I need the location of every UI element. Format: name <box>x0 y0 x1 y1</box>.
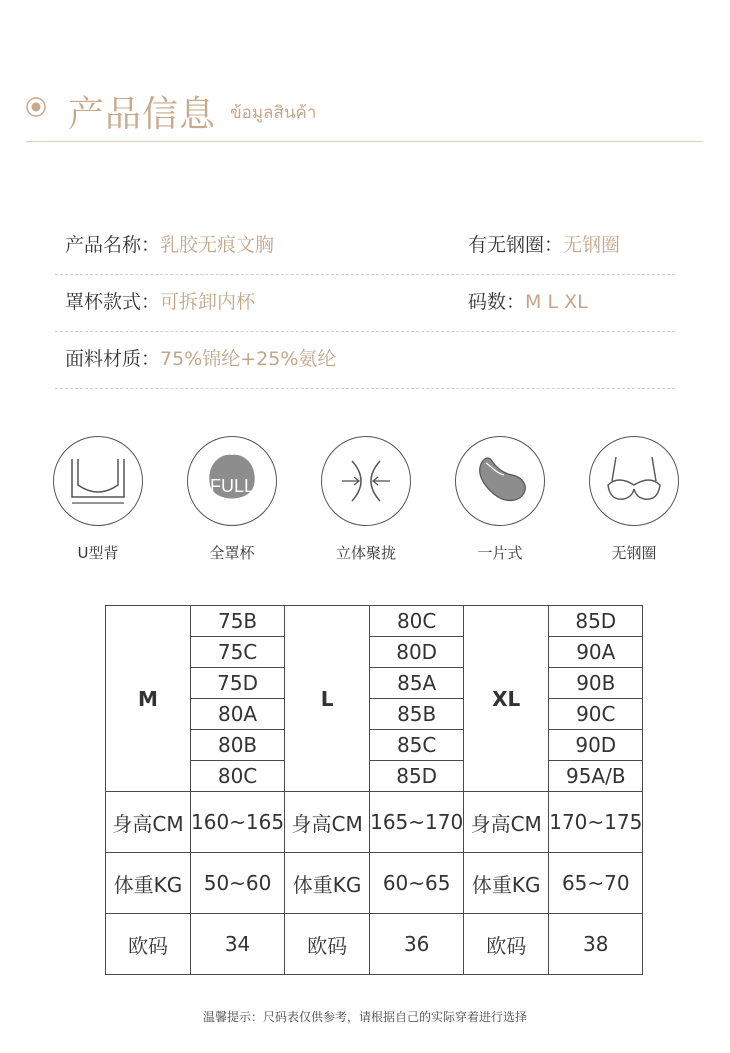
cup-size: 85C <box>370 730 464 761</box>
footer-note: 温馨提示：尺码表仅供参考，请根据自己的实际穿着进行选择 <box>202 1010 527 1024</box>
cup-size: 75B <box>191 606 285 637</box>
one-piece-cup-icon <box>455 436 545 526</box>
info-row <box>55 218 675 275</box>
push-up-icon <box>321 436 411 526</box>
height-value: 160~165 <box>191 792 285 853</box>
eu-size-row <box>106 914 643 975</box>
cup-size: 90B <box>549 668 643 699</box>
cup-size: 90A <box>549 637 643 668</box>
cup-size: 80A <box>191 699 285 730</box>
page-title: 产品信息 <box>68 94 217 135</box>
weight-label: 体重KG <box>106 853 191 914</box>
target-icon <box>26 97 46 117</box>
size-xl: XL <box>464 606 549 792</box>
size-l: L <box>285 606 370 792</box>
cup-size: 80B <box>191 730 285 761</box>
field-key: 产品名称： <box>65 234 161 256</box>
field-value: 乳胶无痕文胸 <box>160 234 275 256</box>
field-value: M L XL <box>525 291 588 313</box>
eu-value: 36 <box>370 914 464 975</box>
size-table <box>105 605 643 975</box>
feature-label: 一片式 <box>477 544 523 562</box>
cup-size: 85B <box>370 699 464 730</box>
height-label: 身高CM <box>464 792 549 853</box>
wireless-bra-icon <box>589 436 679 526</box>
eu-label: 欧码 <box>464 914 549 975</box>
cup-size: 95A/B <box>549 761 643 792</box>
feature-label: U型背 <box>77 544 119 562</box>
weight-label: 体重KG <box>285 853 370 914</box>
field-key: 码数： <box>468 291 526 313</box>
eu-label: 欧码 <box>285 914 370 975</box>
weight-label: 体重KG <box>464 853 549 914</box>
page-subtitle: ข้อมูลสินค้า <box>230 103 317 123</box>
height-value: 170~175 <box>549 792 643 853</box>
feature-full-cup <box>172 436 292 563</box>
header-divider <box>26 141 703 142</box>
eu-value: 38 <box>549 914 643 975</box>
field-key: 罩杯款式： <box>65 291 161 313</box>
weight-value: 50~60 <box>191 853 285 914</box>
weight-row <box>106 853 643 914</box>
material-field <box>65 344 336 371</box>
height-value: 165~170 <box>370 792 464 853</box>
feature-icons <box>0 436 730 566</box>
info-row <box>55 275 675 332</box>
u-back-icon <box>53 436 143 526</box>
feature-label: 立体聚拢 <box>335 544 396 562</box>
size-m: M <box>106 606 191 792</box>
full-icon-text: FULL <box>209 476 255 496</box>
height-label: 身高CM <box>285 792 370 853</box>
cup-size: 90D <box>549 730 643 761</box>
cup-size: 75D <box>191 668 285 699</box>
weight-value: 65~70 <box>549 853 643 914</box>
weight-value: 60~65 <box>370 853 464 914</box>
cup-size: 85A <box>370 668 464 699</box>
product-name-field <box>65 230 274 257</box>
full-cup-icon <box>187 436 277 526</box>
cup-size: 75C <box>191 637 285 668</box>
field-key: 有无钢圈： <box>468 234 564 256</box>
cup-size: 85D <box>549 606 643 637</box>
feature-u-back <box>38 436 158 563</box>
section-header <box>0 0 730 160</box>
cup-size: 80D <box>370 637 464 668</box>
eu-label: 欧码 <box>106 914 191 975</box>
height-label: 身高CM <box>106 792 191 853</box>
eu-value: 34 <box>191 914 285 975</box>
product-info <box>55 218 675 389</box>
feature-wireless <box>574 436 694 563</box>
cup-style-field <box>65 287 255 314</box>
field-value: 可拆卸内杯 <box>160 291 256 313</box>
cup-size: 90C <box>549 699 643 730</box>
feature-label: 无钢圈 <box>611 544 657 562</box>
cup-size: 85D <box>370 761 464 792</box>
cup-size: 80C <box>191 761 285 792</box>
height-row <box>106 792 643 853</box>
field-value: 无钢圈 <box>563 234 621 256</box>
field-key: 面料材质： <box>65 348 161 370</box>
underwire-field <box>468 230 620 257</box>
cup-size: 80C <box>370 606 464 637</box>
sizes-field <box>468 287 588 314</box>
feature-one-piece <box>440 436 560 563</box>
feature-push-up <box>306 436 426 563</box>
info-row <box>55 332 675 389</box>
feature-label: 全罩杯 <box>209 544 255 562</box>
field-value: 75%锦纶+25%氨纶 <box>160 348 337 370</box>
